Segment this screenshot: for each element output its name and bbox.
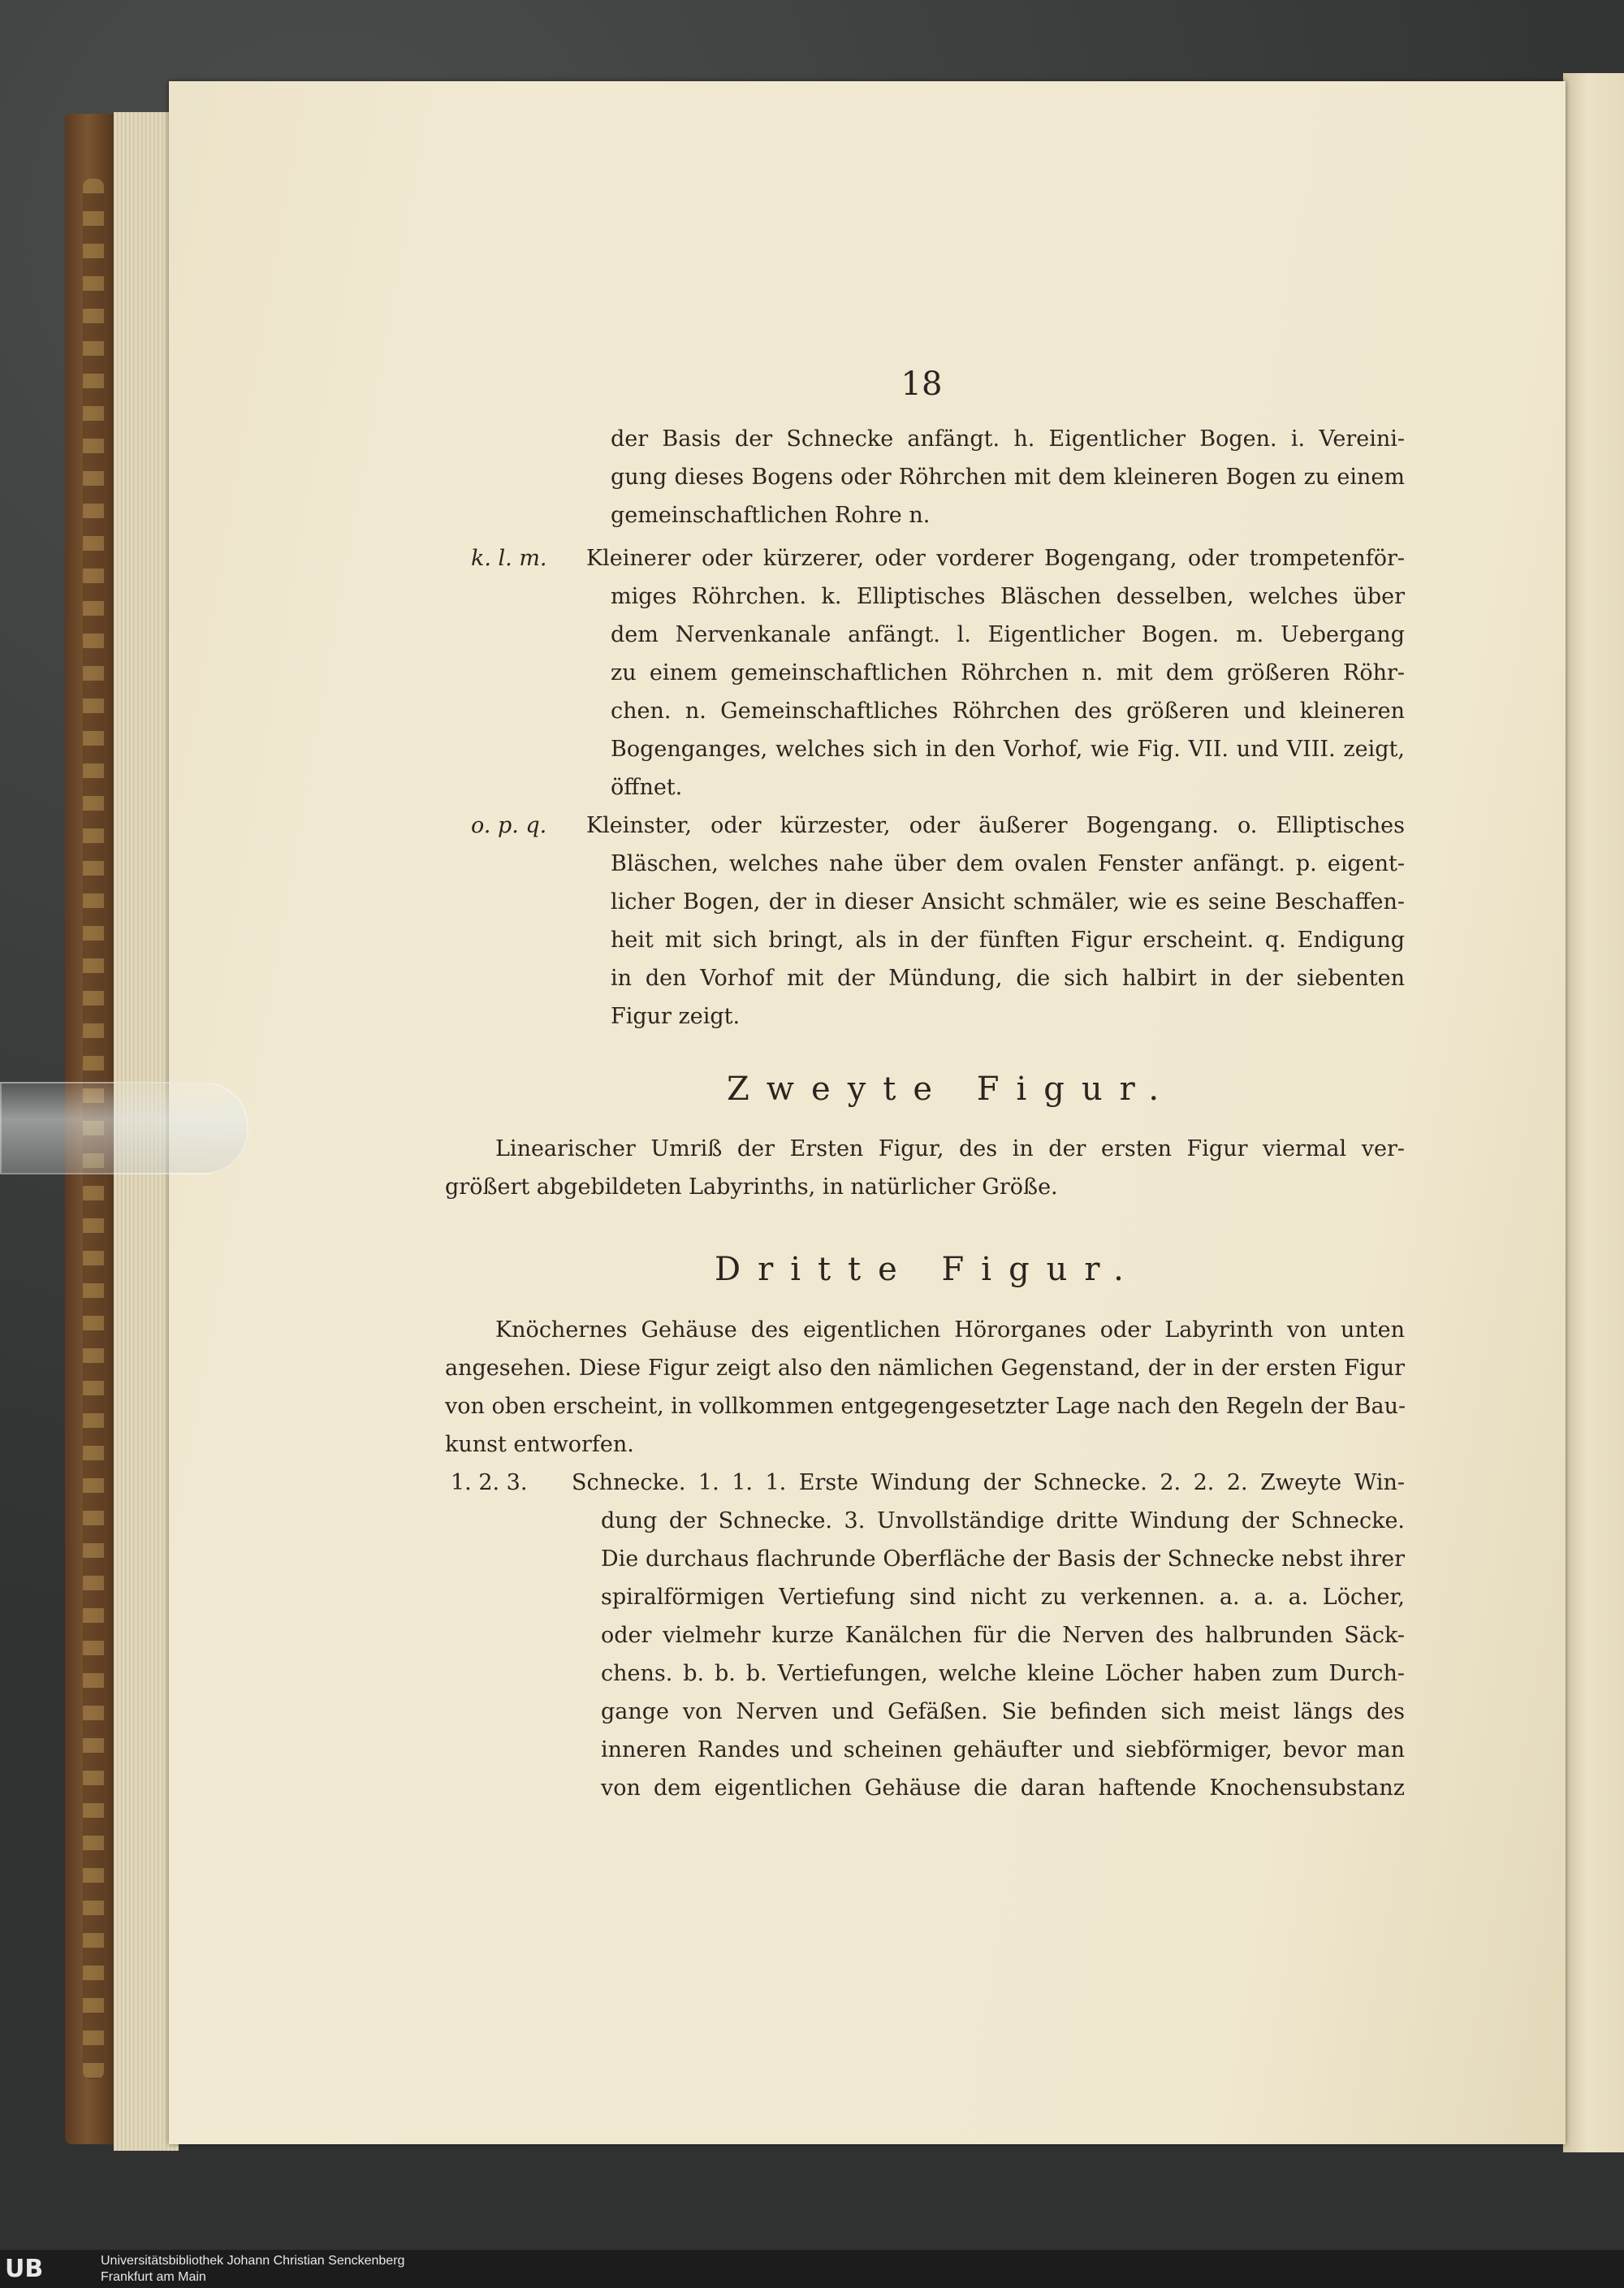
text-line: Figur zeigt. (611, 1004, 741, 1029)
entry-label: o. p. q. (471, 813, 547, 838)
text-line: oder vielmehr kurze Kanälchen für die Nerven des halbrunden Säck- (601, 1623, 1405, 1648)
ub-logo: UB (5, 2255, 44, 2283)
section-heading: Dritte Figur. (715, 1251, 1141, 1288)
text-line: von dem eigentlichen Gehäuse die daran haftende Knochensubstanz (601, 1775, 1405, 1801)
text-line: dem Nervenkanale anfängt. l. Eigentlicher Bogen. m. Uebergang (611, 622, 1405, 647)
entry-label: 1. 2. 3. (451, 1470, 528, 1495)
text-line: gange von Nerven und Gefäßen. Sie befinden sich meist längs des (601, 1699, 1405, 1724)
text-line: heit mit sich bringt, als in der fünften Figur erscheint. q. Endigung (611, 928, 1405, 953)
library-name: Universitätsbibliothek Johann Christian Senckenberg (101, 2254, 405, 2268)
text-line: gemeinschaftlichen Rohre n. (611, 503, 931, 528)
text-line: Knöchernes Gehäuse des eigentlichen Hörorganes oder Labyrinth von unten (495, 1317, 1405, 1343)
section-heading: Zweyte Figur. (727, 1070, 1177, 1108)
text-line: chens. b. b. b. Vertiefungen, welche kleine Löcher haben zum Durch- (601, 1661, 1405, 1686)
text-line: licher Bogen, der in dieser Ansicht schmäler, wie es seine Beschaffen- (611, 889, 1405, 915)
page-number: 18 (901, 365, 943, 403)
text-line: Schnecke. 1. 1. 1. Erste Windung der Schnecke. 2. 2. 2. Zweyte Win- (572, 1470, 1405, 1495)
text-line: öffnet. (611, 775, 683, 800)
text-line: größert abgebildeten Labyrinths, in natürlicher Größe. (445, 1174, 1058, 1200)
text-line: Kleinerer oder kürzerer, oder vorderer Bogengang, oder trompetenför- (586, 546, 1405, 571)
text-line: chen. n. Gemeinschaftliches Röhrchen des größeren und kleineren (611, 699, 1405, 724)
text-line: kunst entworfen. (445, 1432, 634, 1457)
text-line: spiralförmigen Vertiefung sind nicht zu verkennen. a. a. a. Löcher, (601, 1585, 1405, 1610)
text-line: dung der Schnecke. 3. Unvollständige dritte Windung der Schnecke. (601, 1508, 1405, 1533)
entry-label: k. l. m. (471, 546, 547, 571)
text-line: in den Vorhof mit der Mündung, die sich halbirt in der siebenten (611, 966, 1405, 991)
facing-page-edge (1563, 73, 1624, 2152)
text-line: angesehen. Diese Figur zeigt also den nämlichen Gegenstand, der in der ersten Figur (445, 1356, 1405, 1381)
text-line: gung dieses Bogens oder Röhrchen mit dem kleineren Bogen zu einem (611, 465, 1405, 490)
text-line: miges Röhrchen. k. Elliptisches Bläschen desselben, welches über (611, 584, 1405, 609)
text-line: der Basis der Schnecke anfängt. h. Eigentlicher Bogen. i. Vereini- (611, 426, 1405, 452)
library-credit (101, 2253, 404, 2286)
text-line: von oben erscheint, in vollkommen entgegengesetzter Lage nach den Regeln der Bau- (445, 1394, 1406, 1419)
text-line: Bogenganges, welches sich in den Vorhof, wie Fig. VII. und VIII. zeigt, (611, 737, 1405, 762)
page-clip (0, 1082, 248, 1174)
text-line: Die durchaus flachrunde Oberfläche der Basis der Schnecke nebst ihrer (601, 1546, 1405, 1572)
text-line: inneren Randes und scheinen gehäufter und siebförmiger, bevor man (601, 1737, 1405, 1762)
text-line: Kleinster, oder kürzester, oder äußerer Bogengang. o. Elliptisches (586, 813, 1405, 838)
text-line: zu einem gemeinschaftlichen Röhrchen n. mit dem größeren Röhr- (611, 660, 1405, 686)
text-line: Linearischer Umriß der Ersten Figur, des in der ersten Figur viermal ver- (495, 1136, 1405, 1161)
library-city: Frankfurt am Main (101, 2270, 206, 2284)
text-line: Bläschen, welches nahe über dem ovalen Fenster anfängt. p. eigent- (611, 851, 1405, 876)
book-page (169, 81, 1566, 2144)
